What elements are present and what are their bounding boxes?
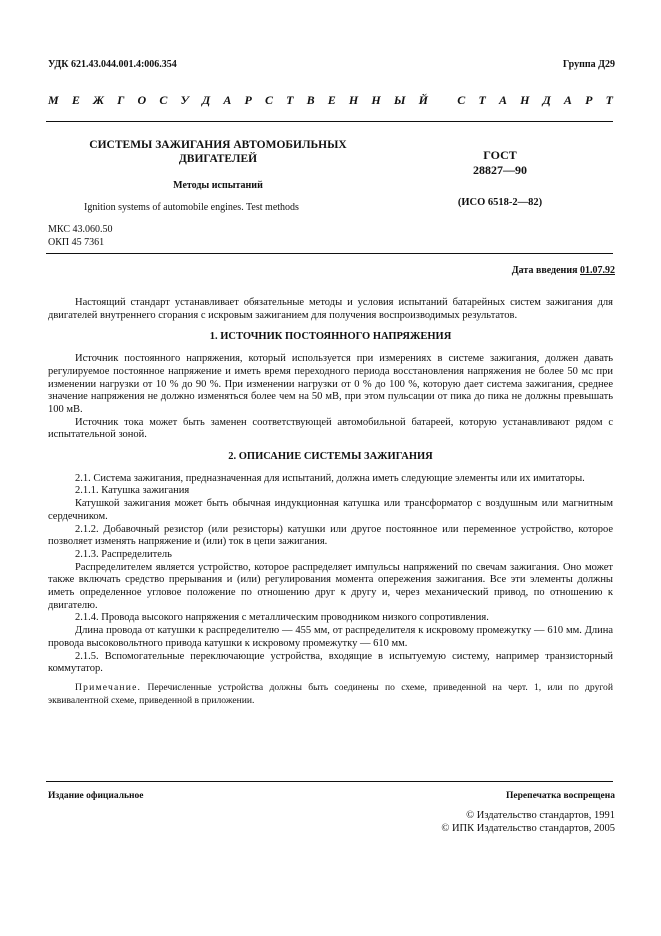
banner-letter: С	[264, 93, 273, 107]
banner-letter: Т	[605, 93, 613, 107]
copyright-line-1: © Издательство стандартов, 1991	[466, 810, 615, 821]
banner-letter: Д	[201, 93, 211, 107]
document-body	[48, 297, 613, 707]
clause-2-1: 2.1. Система зажигания, предназначенная для испытаний, должна иметь следующие элементы или их имитаторы.	[75, 472, 585, 484]
gost-number: 28827—90	[473, 163, 527, 177]
banner-letter: М	[48, 93, 59, 107]
banner-letter: У	[180, 93, 189, 107]
banner-letter: Т	[286, 93, 294, 107]
clause-2-1-1-text: Катушкой зажигания может быть обычная индукционная катушка или трансформатор с воздушным или магнитным сердечником.	[48, 498, 613, 522]
iso-designation: (ИСО 6518-2—82)	[457, 197, 543, 208]
banner-letter: Е	[327, 93, 336, 107]
section-2-heading: 2. ОПИСАНИЕ СИСТЕМЫ ЗАЖИГАНИЯ	[228, 451, 433, 463]
english-title: Ignition systems of automobile engines. Test methods	[84, 202, 299, 213]
intro-paragraph: Настоящий стандарт устанавливает обязательные методы и условия испытаний батарейных систем зажигания для двигателей внутреннего сгорания с искровым зажиганием для получения воспроизводимых результатов.	[48, 297, 613, 321]
document-title-line2: ДВИГАТЕЛЕЙ	[178, 153, 258, 165]
banner-letter: А	[563, 93, 572, 107]
banner-letter: А	[498, 93, 507, 107]
udk-code: УДК 621.43.044.001.4:006.354	[48, 59, 177, 70]
banner-letter: Ж	[92, 93, 104, 107]
clause-2-1-3: 2.1.3. Распределитель	[75, 548, 172, 560]
banner-letter: Й	[418, 93, 429, 107]
document-subtitle: Методы испытаний	[173, 180, 263, 191]
document-title-line1: СИСТЕМЫ ЗАЖИГАНИЯ АВТОМОБИЛЬНЫХ	[89, 139, 347, 151]
section-1-paragraph: Источник тока может быть заменен соответствующей автомобильной батареей, которую устанавливают рядом с испытательной зоной.	[48, 416, 613, 441]
effective-date-value: 01.07.92	[580, 265, 615, 276]
note-label: Примечание.	[75, 681, 142, 693]
banner-letter: Р	[244, 93, 252, 107]
clause-2-1-5: 2.1.5. Вспомогательные переключающие устройства, входящие в испытуемую систему, например транзисторный коммутатор.	[48, 650, 613, 675]
title-block	[48, 138, 388, 191]
banner-letter: Д	[542, 93, 551, 107]
clause-2-1-3-text: Распределителем является устройство, которое распределяет импульсы напряжений по свечам зажигания. Оно может также включать средство прерывания и (или) регулирования момента опережения зажигания. Все эти элементы должны иметь определенное угловое положение по отношению друг к другу и, через механический привод, по отношению к двигателю.	[48, 561, 613, 611]
banner-letter: Т	[478, 93, 486, 107]
banner-letter: А	[223, 93, 232, 107]
banner-gap	[441, 93, 444, 108]
banner-letter: Р	[585, 93, 593, 107]
reprint-notice: Перепечатка воспрещена	[505, 791, 615, 801]
effective-date-label: Дата введения	[511, 265, 578, 276]
banner-letter: Н	[348, 93, 359, 107]
banner-letter: Н	[520, 93, 530, 107]
section-1-heading: 1. ИСТОЧНИК ПОСТОЯННОГО НАПРЯЖЕНИЯ	[209, 331, 452, 343]
footer-divider	[46, 781, 613, 782]
clause-2-1-1: 2.1.1. Катушка зажигания	[75, 485, 190, 497]
effective-date	[512, 265, 615, 276]
section-1-paragraph: Источник постоянного напряжения, который используется при измерениях в системе зажигания, должен давать регулируемое постоянное напряжение и иметь время переходного периода восстановления напряжения не более 50 мс при изменении нагрузки от 10 % до 90 %. При изменении нагрузки от 0 % до 100 %, которую дает система зажигания, среднее значение напряжения не должно изменяться более чем на 50 мВ, при этом пульсации от пика до пика не должны превышать 100 мВ.	[48, 353, 613, 415]
banner-letter: Ы	[393, 93, 406, 107]
title-divider	[46, 253, 613, 254]
mks-code: МКС 43.060.50	[48, 224, 113, 235]
note-text: Перечисленные устройства должны быть соединены по схеме, приведенной на черт. 1, или по другой эквивалентной схеме, приведенной в приложении.	[48, 681, 613, 706]
classification-codes	[48, 224, 112, 249]
official-edition: Издание официальное	[48, 791, 144, 801]
clause-2-1-4-text: Длина провода от катушки к распределителю — 455 мм, от распределителя к искровому промежутку — 610 мм. Длина провода высоковольтного привода катушки к искровому промежутку — 610 мм.	[48, 625, 613, 649]
banner-letter: Г	[117, 93, 125, 107]
banner-letter: О	[137, 93, 147, 107]
gost-designation	[420, 148, 580, 178]
clause-2-1-2: 2.1.2. Добавочный резистор (или резисторы) катушки или другое постоянное или переменное устройство, которое позволяет изменять напряжение и (или) ток в цепи зажигания.	[48, 523, 613, 548]
okp-code: ОКП 45 7361	[48, 236, 105, 248]
gost-label: ГОСТ	[483, 148, 517, 162]
header-divider	[46, 121, 613, 122]
banner-letter: Е	[71, 93, 80, 107]
copyright-block	[441, 809, 615, 835]
group-code: Группа Д29	[562, 59, 615, 70]
banner-letter: В	[306, 93, 315, 107]
banner-letter: Н	[371, 93, 381, 107]
copyright-line-2: © ИПК Издательство стандартов, 2005	[441, 823, 615, 834]
note-paragraph	[48, 682, 613, 707]
standard-banner	[48, 93, 613, 108]
banner-letter: С	[457, 93, 466, 107]
banner-letter: С	[159, 93, 168, 107]
clause-2-1-4: 2.1.4. Провода высокого напряжения с металлическим проводником низкого сопротивления.	[75, 612, 489, 624]
